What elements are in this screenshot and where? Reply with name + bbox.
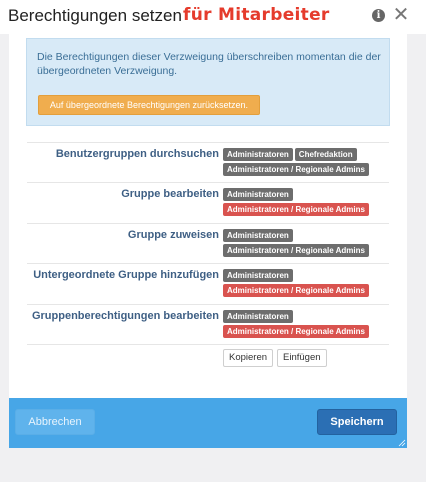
group-tag[interactable]: Administratoren <box>223 229 293 242</box>
permission-tags <box>223 229 389 257</box>
permission-label: Untergeordnete Gruppe hinzufügen <box>33 269 219 281</box>
permission-tags <box>223 148 389 176</box>
cancel-button[interactable]: Abbrechen <box>15 409 95 435</box>
group-tag[interactable]: Administratoren <box>223 310 293 323</box>
dialog-title: Berechtigungen setzen <box>8 6 182 25</box>
permission-label: Gruppe bearbeiten <box>121 188 219 200</box>
group-tag[interactable]: Administratoren <box>223 269 293 282</box>
permission-label: Benutzergruppen durchsuchen <box>55 148 219 160</box>
notice-text: Die Berechtigungen dieser Verzweigung überschreiben momentan die der übergeordneten Verzweigung. <box>37 51 381 77</box>
resize-handle-icon[interactable] <box>398 439 406 447</box>
group-tag[interactable]: Administratoren / Regionale Admins <box>223 284 369 297</box>
copy-button[interactable]: Kopieren <box>223 349 273 367</box>
override-notice <box>26 38 390 126</box>
close-icon[interactable]: ✕ <box>392 2 410 26</box>
save-button[interactable]: Speichern <box>317 409 397 435</box>
permission-tags <box>223 310 389 338</box>
group-tag[interactable]: Administratoren / Regionale Admins <box>223 244 369 257</box>
permission-row-assign-group <box>27 223 389 263</box>
permission-row-add-subgroup <box>27 263 389 304</box>
permission-tags <box>223 269 389 297</box>
copy-paste-actions <box>223 349 327 367</box>
permission-row-browse <box>27 142 389 182</box>
group-tag[interactable]: Administratoren <box>223 188 293 201</box>
permission-tags <box>223 188 389 216</box>
dialog-body <box>9 30 407 398</box>
permission-label: Gruppenberechtigungen bearbeiten <box>31 310 219 322</box>
group-tag[interactable]: Administratoren / Regionale Admins <box>223 325 369 338</box>
permission-row-edit-permissions <box>27 304 389 345</box>
dialog-footer <box>9 398 407 448</box>
paste-button[interactable]: Einfügen <box>277 349 327 367</box>
info-icon[interactable]: i <box>372 9 385 22</box>
group-tag[interactable]: Administratoren <box>223 148 293 161</box>
group-tag[interactable]: Administratoren / Regionale Admins <box>223 163 369 176</box>
dialog-subtitle-annotation: für Mitarbeiter <box>183 5 330 25</box>
group-tag[interactable]: Chefredaktion <box>295 148 357 161</box>
dialog-header <box>0 0 426 34</box>
reset-to-parent-button[interactable]: Auf übergeordnete Berechtigungen zurücksetzen. <box>38 95 260 115</box>
group-tag[interactable]: Administratoren / Regionale Admins <box>223 203 369 216</box>
permission-label: Gruppe zuweisen <box>127 229 219 241</box>
permission-row-edit-group <box>27 182 389 223</box>
